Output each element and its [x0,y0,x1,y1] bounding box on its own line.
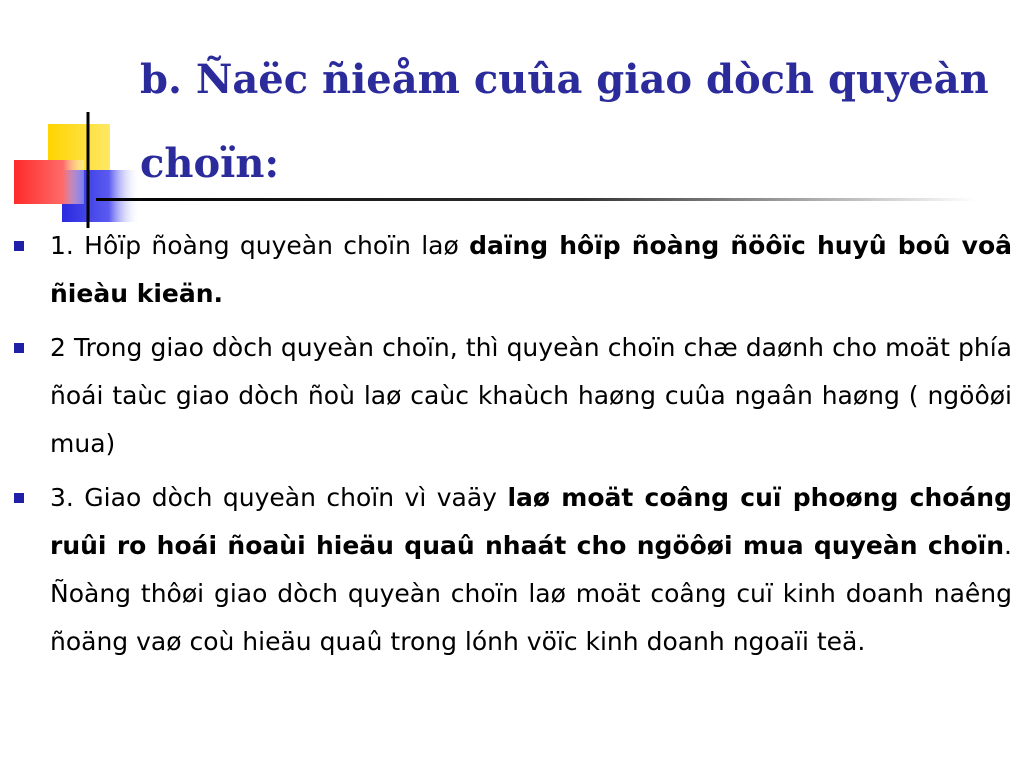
square-bullet-icon [14,343,24,353]
decorative-squares [0,0,140,230]
square-bullet-icon [14,493,24,503]
square-bullet-icon [14,241,24,251]
slide-title: b. Ñaëc ñieåm cuûa giao dòch quyeàn choïn: [140,56,989,187]
red-square [14,160,84,204]
bullet-item-2: 2 Trong giao dòch quyeàn choïn, thì quyeàn choïn chæ daønh cho moät phía ñoái taùc giao dòch ñoù laø caùc khaùch haøng cuûa ngaân haøng ( ngöôøi mua) [0,324,1024,468]
bullet-list [0,222,1024,672]
bullet-item-1: 1. Hôïp ñoàng quyeàn choïn laø daïng hôïp ñoàng ñöôïc huyû boû voâ ñieàu kieän. [0,222,1024,318]
bullet-item-3: 3. Giao dòch quyeàn choïn vì vaäy laø moät coâng cuï phoøng choáng ruûi ro hoái ñoaùi hieäu quaû nhaát cho ngöôøi mua quyeàn choïn. Ñoàng thôøi giao dòch quyeàn choïn laø moät coâng cuï kinh doanh naêng ñoäng vaø coù hieäu quaû trong lónh vöïc kinh doanh ngoaïi teä. [0,474,1024,666]
